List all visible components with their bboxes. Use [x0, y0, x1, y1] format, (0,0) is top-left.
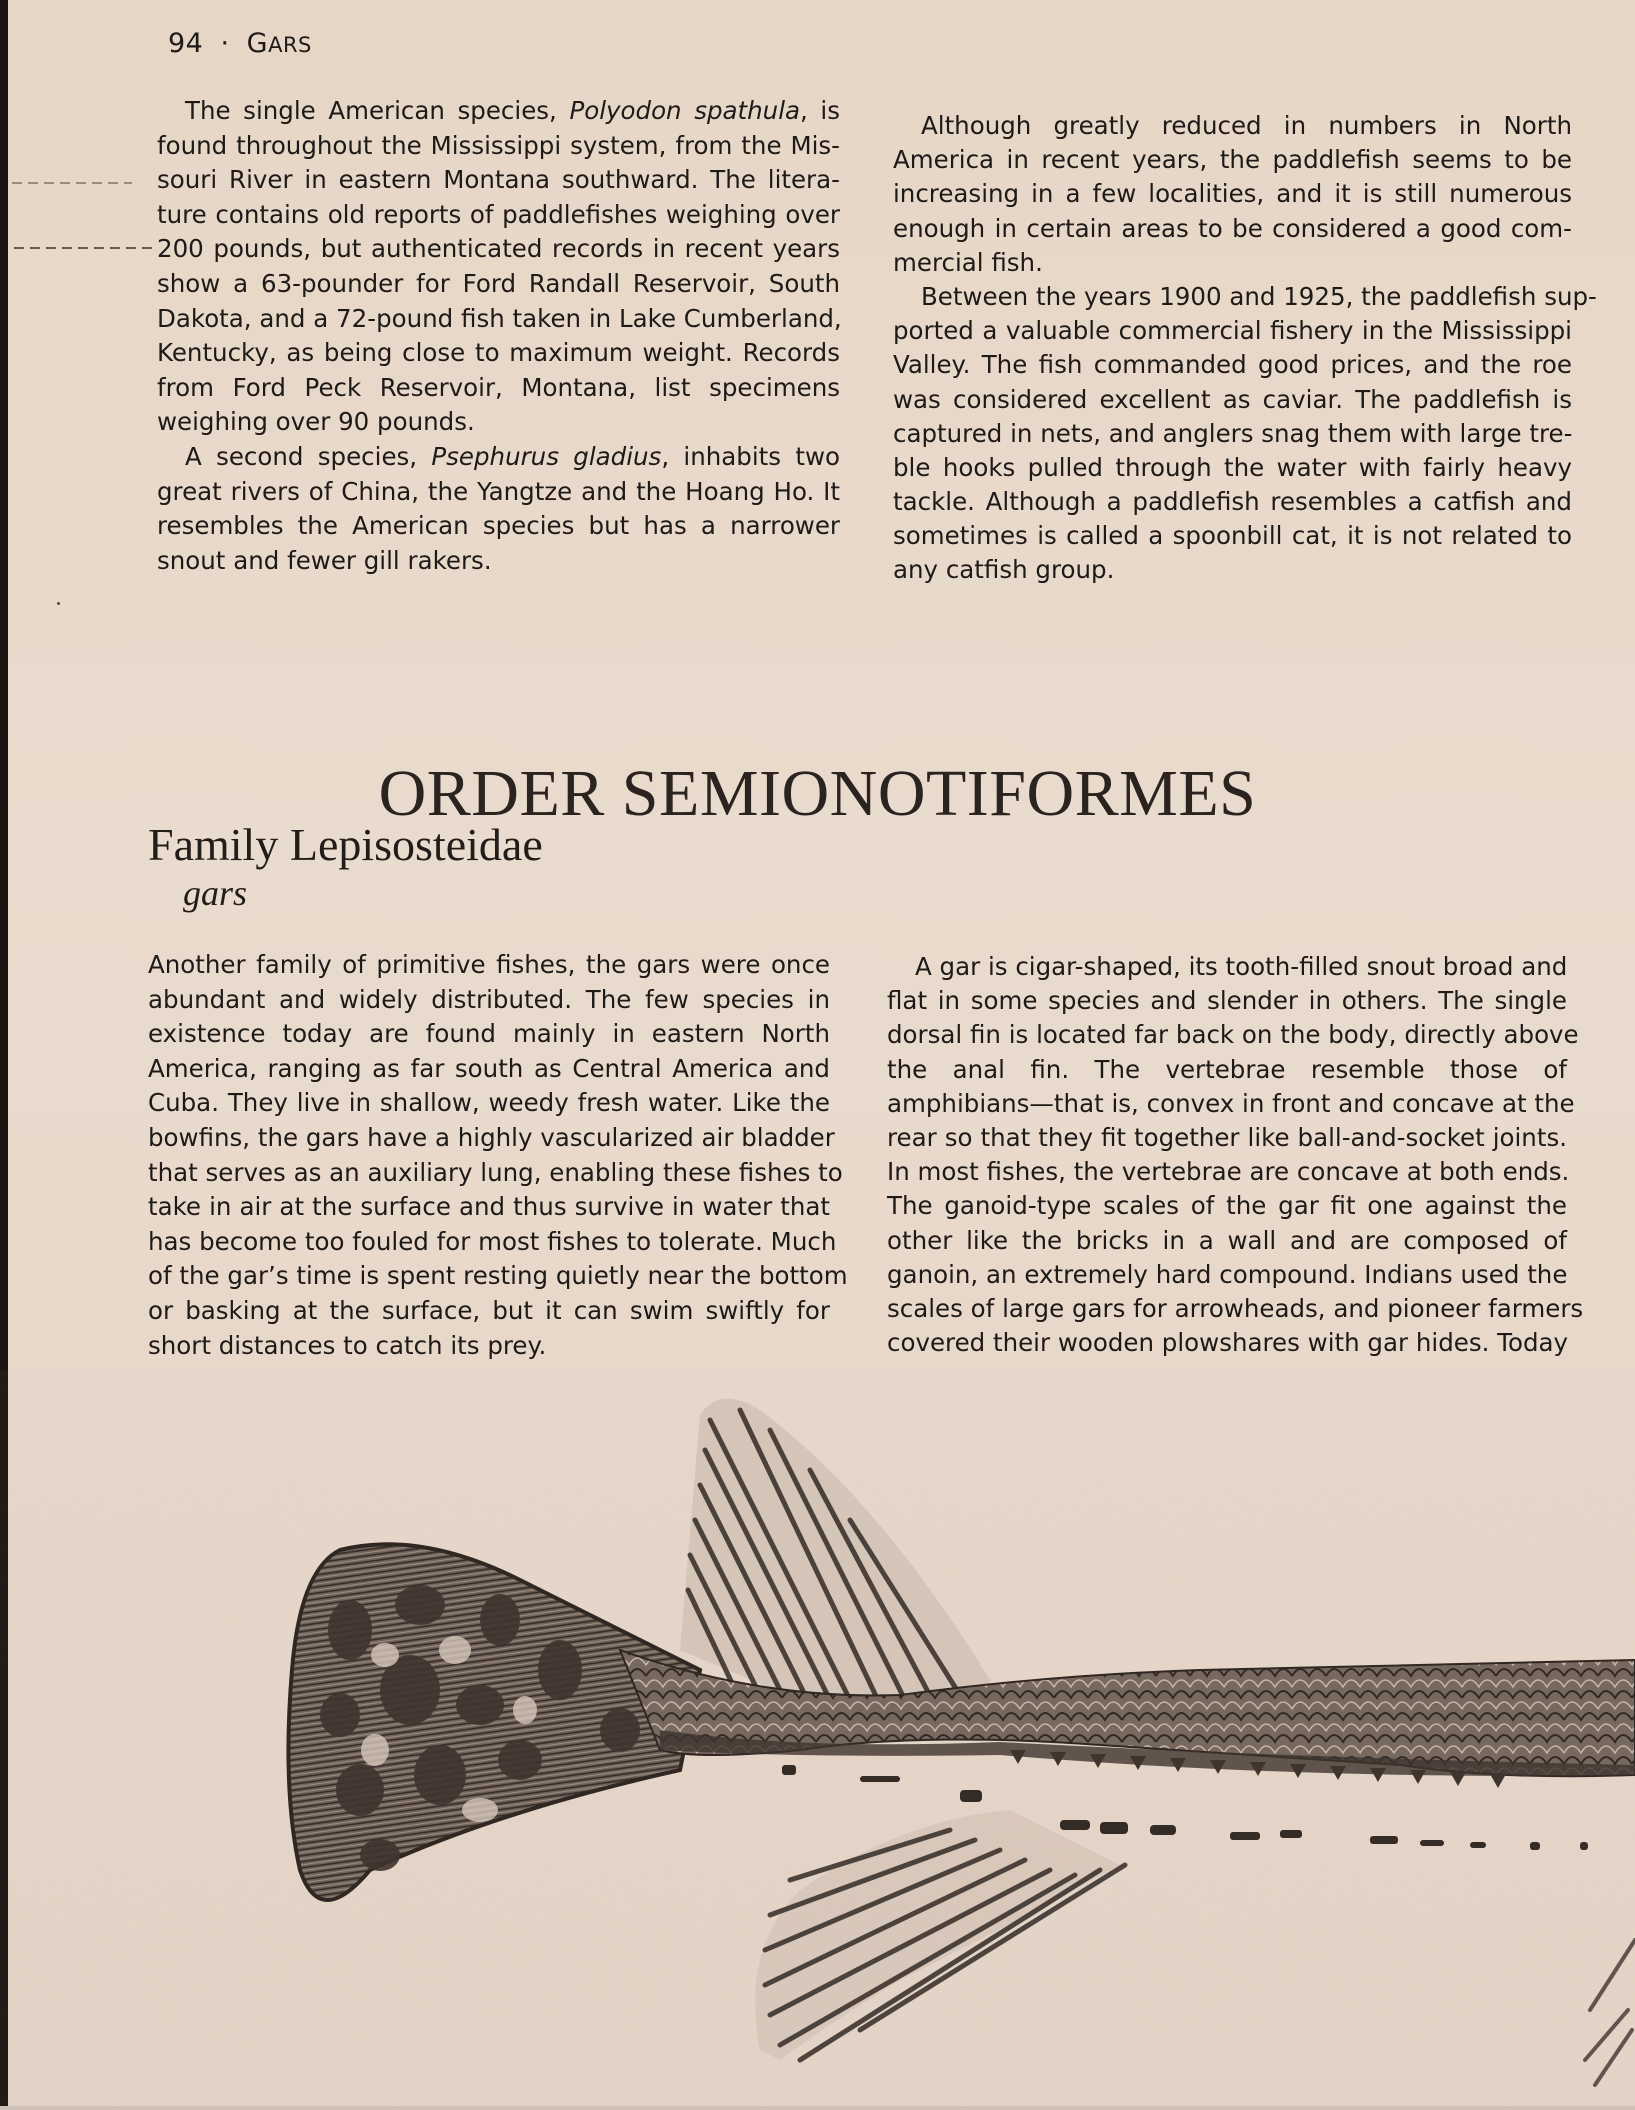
running-head — [168, 28, 312, 59]
text-line: take in air at the surface and thus survive in water that — [148, 1192, 830, 1222]
text-line: show a 63-pounder for Ford Randall Reservoir, South — [157, 268, 840, 298]
text-line: flat in some species and slender in others. The single — [887, 986, 1567, 1016]
text-line: found throughout the Mississippi system, from the Mis- — [157, 130, 840, 160]
text-line: or basking at the surface, but it can swim swiftly for — [148, 1295, 830, 1325]
text-line: weighing over 90 pounds. — [157, 407, 475, 437]
text-line: 200 pounds, but authenticated records in recent years — [157, 234, 840, 264]
text-line: abundant and widely distributed. The few species in — [148, 984, 830, 1014]
text-line: the anal fin. The vertebrae resemble those of — [887, 1054, 1567, 1084]
text-line: A gar is cigar-shaped, its tooth-filled snout broad and — [915, 952, 1568, 981]
text-line: amphibians—that is, convex in front and concave at the — [887, 1088, 1575, 1118]
text-line: Cuba. They live in shallow, weedy fresh water. Like the — [148, 1088, 830, 1118]
family-heading: Family Lepisosteidae — [148, 819, 543, 870]
text-line: has become too fouled for most fishes to tolerate. Much — [148, 1226, 837, 1256]
text-line: resembles the American species but has a narrower — [157, 511, 840, 541]
running-head-section: GARS — [246, 28, 312, 59]
top-left-column — [157, 94, 840, 578]
text-line: America in recent years, the paddlefish seems to be — [893, 145, 1572, 175]
text-line: dorsal fin is located far back on the body, directly above — [887, 1020, 1579, 1050]
text-line: The single American species, Polyodon spathula, is — [185, 96, 840, 125]
text-line: great rivers of China, the Yangtze and the Hoang Ho. It — [157, 476, 840, 506]
text-line: A second species, Psephurus gladius, inhabits two — [185, 441, 840, 471]
text-line: that serves as an auxiliary lung, enabling these fishes to — [148, 1157, 843, 1187]
text-line: from Ford Peck Reservoir, Montana, list specimens — [157, 372, 840, 402]
text-line: Dakota, and a 72-pound fish taken in Lake Cumberland, — [157, 303, 842, 333]
text-line: increasing in a few localities, and it is still numerous — [893, 179, 1572, 209]
text-line: covered their wooden plowshares with gar hides. Today — [887, 1328, 1569, 1358]
page-number: 94 — [168, 28, 204, 59]
text-line: enough in certain areas to be considered a good com- — [893, 213, 1572, 243]
gar-tail-illustration — [0, 1370, 1635, 2110]
text-line: Kentucky, as being close to maximum weight. Records — [157, 338, 840, 368]
text-line: was considered excellent as caviar. The paddlefish is — [893, 384, 1572, 414]
bottom-right-column — [887, 950, 1584, 1360]
text-line: souri River in eastern Montana southward. The litera- — [157, 165, 840, 195]
text-line: any catfish group. — [893, 555, 1115, 585]
text-line: Valley. The fish commanded good prices, and the roe — [893, 350, 1572, 380]
text-line: In most fishes, the vertebrae are concave at both ends. — [887, 1157, 1570, 1187]
text-line: other like the bricks in a wall and are composed of — [887, 1225, 1567, 1255]
text-line: sometimes is called a spoonbill cat, it is not related to — [893, 521, 1572, 551]
margin-pencil-mark — [14, 247, 154, 249]
order-heading: ORDER SEMIONOTIFORMES — [378, 757, 1257, 831]
text-line: existence today are found mainly in eastern North — [148, 1019, 830, 1049]
text-line: America, ranging as far south as Central America and — [148, 1053, 830, 1083]
text-line: The ganoid-type scales of the gar fit one against the — [887, 1191, 1567, 1221]
text-line: bowfins, the gars have a highly vascularized air bladder — [148, 1122, 835, 1152]
text-line: scales of large gars for arrowheads, and pioneer farmers — [887, 1293, 1584, 1323]
text-line: ture contains old reports of paddlefishes weighing over — [157, 199, 840, 229]
text-line: ble hooks pulled through the water with fairly heavy — [893, 452, 1572, 482]
text-line: tackle. Although a paddlefish resembles a catfish and — [893, 487, 1572, 517]
text-line: snout and fewer gill rakers. — [157, 545, 492, 575]
text-line: ganoin, an extremely hard compound. Indians used the — [887, 1259, 1568, 1289]
text-line: rear so that they fit together like ball-and-socket joints. — [887, 1122, 1567, 1152]
print-grain — [0, 1370, 1635, 2110]
margin-speck — [57, 602, 60, 605]
species-name: Psephurus gladius — [431, 441, 662, 471]
bottom-left-column — [148, 948, 848, 1363]
separator-dot: · — [220, 28, 230, 59]
text-line: short distances to catch its prey. — [148, 1330, 547, 1360]
text-line: captured in nets, and anglers snag them with large tre- — [893, 418, 1573, 448]
family-common-name: gars — [183, 873, 248, 913]
species-name: Polyodon spathula — [569, 96, 801, 125]
text-line: mercial fish. — [893, 247, 1043, 277]
text-line: Although greatly reduced in numbers in North — [921, 111, 1572, 140]
text-line: Between the years 1900 and 1925, the paddlefish sup- — [921, 281, 1597, 311]
text-line: ported a valuable commercial fishery in the Mississippi — [893, 316, 1572, 346]
text-line: of the gar’s time is spent resting quietly near the bottom — [148, 1261, 848, 1291]
top-right-column — [893, 109, 1597, 588]
margin-pencil-mark — [12, 182, 132, 184]
text-line: Another family of primitive fishes, the gars were once — [148, 950, 830, 979]
